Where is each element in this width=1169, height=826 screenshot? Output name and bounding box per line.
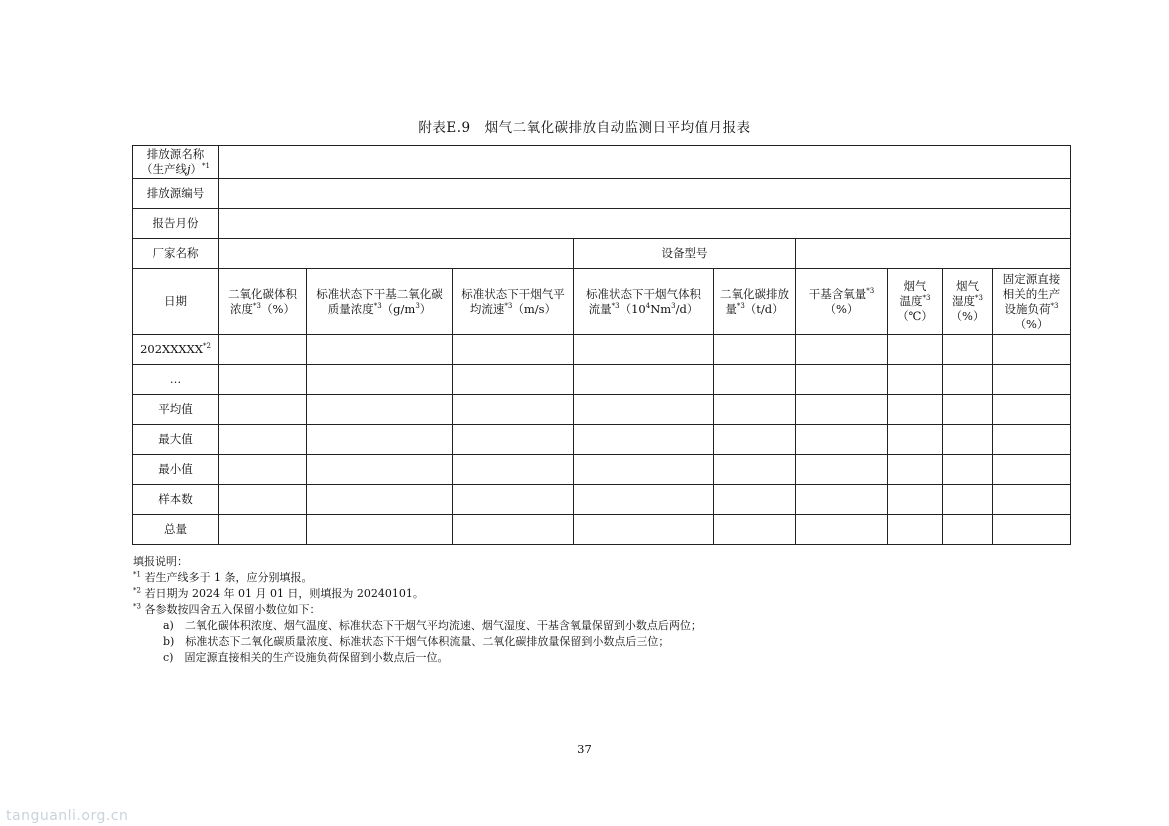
data-cell[interactable] — [943, 335, 993, 365]
table-row — [133, 335, 1071, 365]
data-cell[interactable] — [219, 515, 307, 545]
monthly-report-table — [132, 145, 1071, 545]
data-cell[interactable] — [943, 455, 993, 485]
data-cell[interactable] — [307, 515, 453, 545]
data-cell[interactable] — [796, 485, 888, 515]
col-date-header: 日期 — [133, 269, 219, 335]
data-cell[interactable] — [943, 395, 993, 425]
data-cell[interactable] — [943, 485, 993, 515]
data-cell[interactable] — [714, 395, 796, 425]
source-name-label: 排放源名称 （生产线j）$^{*1}$ — [133, 146, 219, 179]
data-cell[interactable] — [219, 335, 307, 365]
data-cell[interactable] — [943, 515, 993, 545]
data-cell[interactable] — [993, 485, 1071, 515]
data-cell[interactable] — [714, 515, 796, 545]
data-cell[interactable] — [993, 335, 1071, 365]
note-2: $^{*2}$ 若日期为 2024 年 01 月 01 日，则填报为 20240101。 — [133, 586, 424, 600]
data-cell[interactable] — [453, 395, 574, 425]
data-cell[interactable] — [307, 425, 453, 455]
data-cell[interactable] — [888, 365, 943, 395]
data-cell[interactable] — [714, 485, 796, 515]
data-cell[interactable] — [453, 365, 574, 395]
data-cell[interactable] — [453, 425, 574, 455]
col-flue-gas-humidity: 烟气 湿度$^{*3}$ （%） — [943, 269, 993, 335]
col-co2-mass-concentration: 标准状态下干基二氧化碳 质量浓度$^{*3}(g/m^3)$ — [307, 269, 453, 335]
data-cell[interactable] — [219, 395, 307, 425]
row-label: 最小值 — [133, 455, 219, 485]
data-cell[interactable] — [453, 485, 574, 515]
data-cell[interactable] — [796, 425, 888, 455]
data-cell[interactable] — [219, 425, 307, 455]
data-cell[interactable] — [714, 365, 796, 395]
table-row — [133, 365, 1071, 395]
data-cell[interactable] — [453, 515, 574, 545]
data-cell[interactable] — [993, 515, 1071, 545]
report-month-row — [133, 209, 1071, 239]
data-cell[interactable] — [943, 365, 993, 395]
data-cell[interactable] — [993, 395, 1071, 425]
table-row — [133, 515, 1071, 545]
data-cell[interactable] — [796, 365, 888, 395]
data-cell[interactable] — [307, 455, 453, 485]
notes-heading: 填报说明： — [133, 555, 188, 568]
note-3b: b) 标准状态下二氧化碳质量浓度、标准状态下干烟气体积流量、二氧化碳排放量保留到小数点后三位； — [163, 635, 670, 648]
col-co2-volume-concentration: 二氧化碳体积 浓度$^{*3}$（%） — [219, 269, 307, 335]
report-month-value-cell[interactable] — [219, 209, 1071, 239]
data-cell[interactable] — [796, 335, 888, 365]
note-1: $^{*1}$ 若生产线多于 1 条，应分别填报。 — [133, 570, 313, 584]
data-cell[interactable] — [993, 455, 1071, 485]
manufacturer-row — [133, 239, 1071, 269]
col-co2-emission: 二氧化碳排放 量$^{*3}$（t/d） — [714, 269, 796, 335]
data-cell[interactable] — [574, 335, 714, 365]
column-header-row — [133, 269, 1071, 335]
watermark: tanguanli.org.cn — [6, 808, 129, 824]
report-month-label: 报告月份 — [133, 209, 219, 239]
note-3a: a) 二氧化碳体积浓度、烟气温度、标准状态下干烟气平均流速、烟气湿度、干基含氧量保留到小数点后两位； — [163, 619, 702, 632]
data-cell[interactable] — [888, 425, 943, 455]
col-dry-oxygen: 干基含氧量$^{*3}$ （%） — [796, 269, 888, 335]
data-cell[interactable] — [307, 485, 453, 515]
data-cell[interactable] — [453, 335, 574, 365]
col-facility-load: 固定源直接 相关的生产 设施负荷$^{*3}$ （%） — [993, 269, 1071, 335]
data-cell[interactable] — [574, 365, 714, 395]
manufacturer-value-cell[interactable] — [219, 239, 574, 269]
data-cell[interactable] — [219, 365, 307, 395]
data-cell[interactable] — [219, 485, 307, 515]
data-cell[interactable] — [993, 365, 1071, 395]
data-cell[interactable] — [796, 455, 888, 485]
row-label: 最大值 — [133, 425, 219, 455]
data-cell[interactable] — [453, 455, 574, 485]
row-label: … — [133, 365, 219, 395]
source-name-value-cell[interactable] — [219, 146, 1071, 179]
manufacturer-label: 厂家名称 — [133, 239, 219, 269]
note-3: $^{*3}$ 各参数按四舍五入保留小数位如下： — [133, 602, 321, 616]
table-row — [133, 425, 1071, 455]
data-cell[interactable] — [714, 455, 796, 485]
source-id-value-cell[interactable] — [219, 179, 1071, 209]
data-cell[interactable] — [888, 395, 943, 425]
data-cell[interactable] — [714, 335, 796, 365]
data-cell[interactable] — [574, 425, 714, 455]
col-flue-gas-flow: 标准状态下干烟气体积 流量$^{*3}(10^4Nm^3/d)$ — [574, 269, 714, 335]
data-cell[interactable] — [796, 395, 888, 425]
table-row — [133, 455, 1071, 485]
data-cell[interactable] — [219, 455, 307, 485]
data-cell[interactable] — [307, 365, 453, 395]
data-cell[interactable] — [888, 485, 943, 515]
note-3c: c) 固定源直接相关的生产设施负荷保留到小数点后一位。 — [163, 651, 449, 664]
row-label: 样本数 — [133, 485, 219, 515]
row-label: 总量 — [133, 515, 219, 545]
data-cell[interactable] — [888, 515, 943, 545]
data-cell[interactable] — [574, 455, 714, 485]
data-cell[interactable] — [574, 485, 714, 515]
data-cell[interactable] — [307, 335, 453, 365]
data-cell[interactable] — [574, 515, 714, 545]
data-cell[interactable] — [993, 425, 1071, 455]
data-cell[interactable] — [307, 395, 453, 425]
col-flue-gas-temperature: 烟气 温度$^{*3}$ （℃） — [888, 269, 943, 335]
table-row — [133, 485, 1071, 515]
data-cell[interactable] — [796, 515, 888, 545]
filling-instructions — [133, 554, 702, 666]
equipment-model-label: 设备型号 — [574, 239, 796, 269]
data-cell[interactable] — [574, 395, 714, 425]
source-id-row — [133, 179, 1071, 209]
data-cell[interactable] — [888, 455, 943, 485]
source-name-row — [133, 146, 1071, 179]
report-title: 附表E.9 烟气二氧化碳排放自动监测日平均值月报表 — [418, 120, 751, 136]
data-cell[interactable] — [943, 425, 993, 455]
source-id-label: 排放源编号 — [133, 179, 219, 209]
page-number: 37 — [577, 742, 592, 756]
equipment-model-value-cell[interactable] — [796, 239, 1071, 269]
row-label: 202XXXXX$^{*2}$ — [133, 335, 219, 365]
col-flue-gas-velocity: 标准状态下干烟气平 均流速$^{*3}$（m/s） — [453, 269, 574, 335]
table-row — [133, 395, 1071, 425]
data-cell[interactable] — [888, 335, 943, 365]
data-cell[interactable] — [714, 425, 796, 455]
row-label: 平均值 — [133, 395, 219, 425]
